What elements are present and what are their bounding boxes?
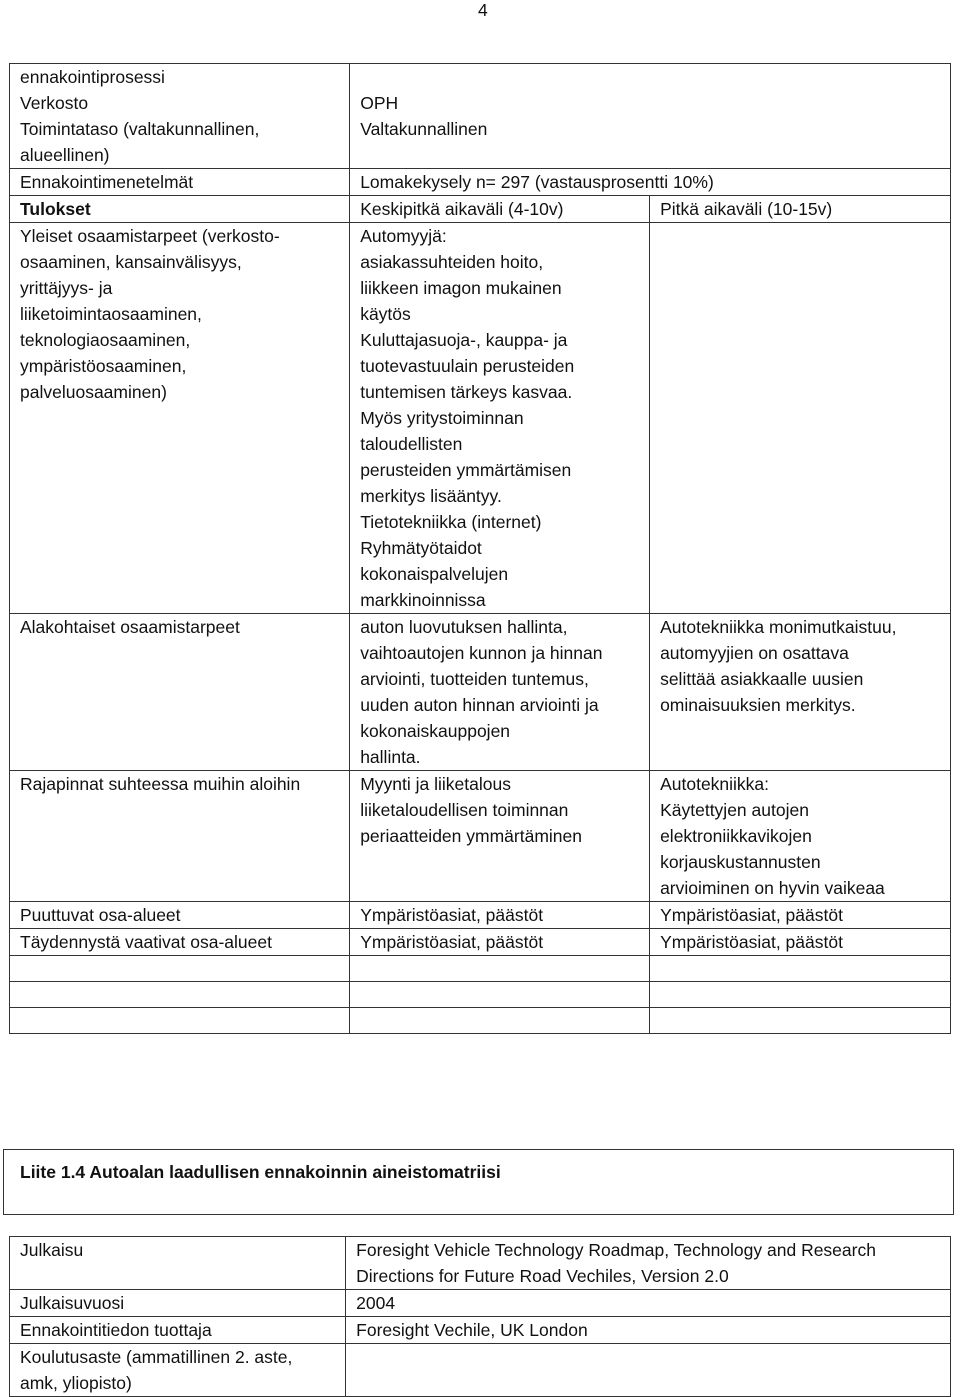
mid-rajapinnat: Myynti ja liiketalous liiketaloudellisen toiminnan periaatteiden ymmärtäminen (350, 771, 650, 902)
long-taydennysta: Ympäristöasiat, päästöt (650, 929, 951, 956)
value-koulutusaste (346, 1344, 951, 1397)
row-label-toimintataso: Toimintataso (valtakunnallinen, alueellinen) (10, 116, 350, 169)
row-label-puuttuvat: Puuttuvat osa-alueet (10, 902, 350, 929)
row-label-verkosto: Verkosto (10, 90, 350, 116)
table-row (10, 1344, 951, 1397)
mid-yleiset: Automyyjä: asiakassuhteiden hoito, liikkeen imagon mukainen käytös Kuluttajasuoja-, kauppa- ja tuotevastuulain perusteiden tuntemisen tärkeys kasvaa. Myös yritystoiminnan taloudellisten perusteiden ymmärtämisen merkitys lisääntyy. Tietotekniikka (internet) Ryhmätyötaidot kokonaispalvelujen markkinoinnissa (350, 223, 650, 614)
table-row (10, 1008, 951, 1034)
empty-cell (350, 64, 951, 91)
value-julkaisuvuosi: 2004 (346, 1290, 951, 1317)
row-label-taydennysta: Täydennystä vaativat osa-alueet (10, 929, 350, 956)
empty-cell (350, 1008, 650, 1034)
table-row (10, 956, 951, 982)
table-row (10, 614, 951, 771)
table-row (10, 169, 951, 196)
publication-table (9, 1236, 951, 1397)
table-row (10, 223, 951, 614)
row-label-alakohtaiset: Alakohtaiset osaamistarpeet (10, 614, 350, 771)
row-label-koulutusaste: Koulutusaste (ammatillinen 2. aste, amk, yliopisto) (10, 1344, 346, 1397)
table-row (10, 982, 951, 1008)
table-row (10, 90, 951, 116)
table-row (10, 116, 951, 169)
value-menetelmat: Lomakekysely n= 297 (vastausprosentti 10%) (350, 169, 951, 196)
process-heading-cell: ennakointiprosessi (10, 64, 350, 91)
empty-cell (350, 982, 650, 1008)
long-puuttuvat: Ympäristöasiat, päästöt (650, 902, 951, 929)
mid-puuttuvat: Ympäristöasiat, päästöt (350, 902, 650, 929)
value-tuottaja: Foresight Vechile, UK London (346, 1317, 951, 1344)
mid-alakohtaiset: auton luovutuksen hallinta, vaihtoautojen kunnon ja hinnan arviointi, tuotteiden tuntemus, uuden auton hinnan arviointi ja kokonaiskauppojen hallinta. (350, 614, 650, 771)
empty-cell (350, 956, 650, 982)
long-rajapinnat: Autotekniikka: Käytettyjen autojen elektroniikkavikojen korjauskustannusten arvioiminen on hyvin vaikeaa (650, 771, 951, 902)
table-row (10, 1237, 951, 1290)
empty-cell (10, 956, 350, 982)
table-row (10, 64, 951, 91)
empty-cell (650, 982, 951, 1008)
empty-cell (10, 982, 350, 1008)
empty-cell (10, 1008, 350, 1034)
value-toimintataso: Valtakunnallinen (350, 116, 951, 169)
long-yleiset (650, 223, 951, 614)
table-row (10, 929, 951, 956)
table-row (10, 1290, 951, 1317)
row-label-tuottaja: Ennakointitiedon tuottaja (10, 1317, 346, 1344)
empty-cell (650, 1008, 951, 1034)
mid-taydennysta: Ympäristöasiat, päästöt (350, 929, 650, 956)
row-label-tulokset: Tulokset (10, 196, 350, 223)
row-label-yleiset: Yleiset osaamistarpeet (verkosto- osaaminen, kansainvälisyys, yrittäjyys- ja liiketoimintaosaaminen, teknologiaosaaminen, ympäristöosaaminen, palveluosaaminen) (10, 223, 350, 614)
row-label-rajapinnat: Rajapinnat suhteessa muihin aloihin (10, 771, 350, 902)
table-row (10, 902, 951, 929)
long-alakohtaiset: Autotekniikka monimutkaistuu, automyyjien on osattava selittää asiakkaalle uusien ominaisuuksien merkitys. (650, 614, 951, 771)
row-label-julkaisuvuosi: Julkaisuvuosi (10, 1290, 346, 1317)
page-number: 4 (478, 0, 488, 20)
table-row (10, 1317, 951, 1344)
row-label-julkaisu: Julkaisu (10, 1237, 346, 1290)
header-mid-term: Keskipitkä aikaväli (4-10v) (350, 196, 650, 223)
foresight-table (9, 63, 951, 1034)
table-row (10, 771, 951, 902)
row-label-menetelmat: Ennakointimenetelmät (10, 169, 350, 196)
value-julkaisu: Foresight Vehicle Technology Roadmap, Technology and Research Directions for Future Road Vechiles, Version 2.0 (346, 1237, 951, 1290)
header-long-term: Pitkä aikaväli (10-15v) (650, 196, 951, 223)
value-verkosto: OPH (350, 90, 951, 116)
empty-cell (650, 956, 951, 982)
appendix-title: Liite 1.4 Autoalan laadullisen ennakoinnin aineistomatriisi (3, 1149, 954, 1215)
table-row (10, 196, 951, 223)
